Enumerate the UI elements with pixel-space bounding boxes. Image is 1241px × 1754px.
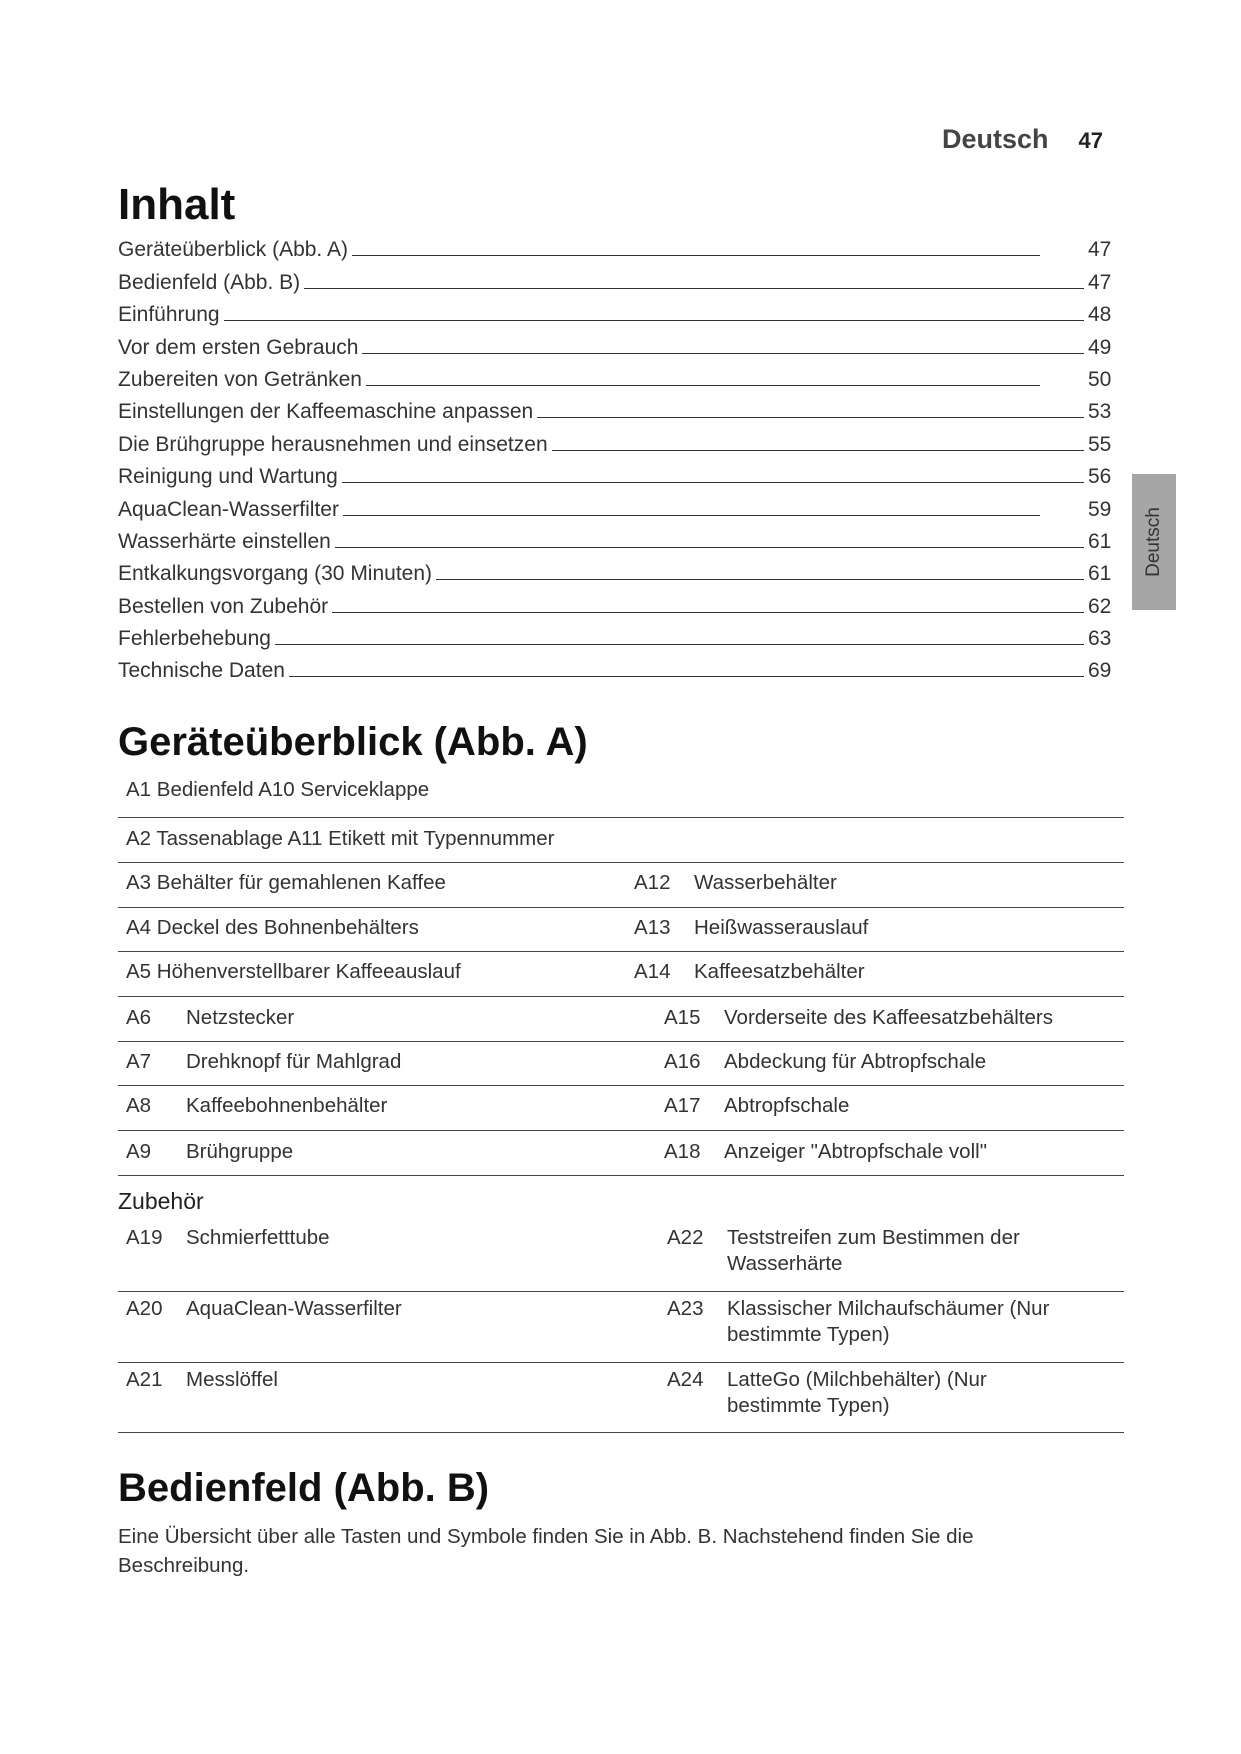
toc-entry-page: 63: [1088, 627, 1112, 651]
page-header: [942, 124, 1103, 155]
row-right-label: Abdeckung für Abtropfschale: [724, 1049, 987, 1073]
row-right-code: A13: [634, 915, 671, 939]
row-left-label: Drehknopf für Mahlgrad: [186, 1049, 402, 1073]
toc-entry[interactable]: [118, 424, 1118, 456]
toc-title: Inhalt: [118, 180, 236, 229]
toc-entry-title: Fehlerbehebung: [118, 627, 271, 651]
toc-leader: [224, 320, 1084, 321]
toc-entry[interactable]: [118, 360, 1118, 392]
toc-entry[interactable]: [118, 295, 1118, 327]
overview-table: [118, 772, 1124, 1176]
row-left-code: A21: [126, 1367, 163, 1391]
toc-entry-title: Zubereiten von Getränken: [118, 367, 362, 391]
toc-leader: [289, 676, 1084, 677]
table-row: [118, 818, 1124, 863]
toc-entry[interactable]: [118, 586, 1118, 618]
row-right-label: Heißwasserauslauf: [694, 915, 869, 939]
table-of-contents: [118, 230, 1118, 683]
row-right-code: A23: [667, 1297, 704, 1320]
toc-entry-title: Wasserhärte einstellen: [118, 529, 331, 553]
side-tab-label: Deutsch: [1143, 507, 1165, 577]
toc-entry-page: 56: [1088, 465, 1112, 489]
table-row: [118, 997, 1124, 1042]
toc-entry[interactable]: [118, 522, 1118, 554]
toc-leader: [362, 353, 1084, 354]
control-panel-text: Eine Übersicht über alle Tasten und Symbole finden Sie in Abb. B. Nachstehend finden Sie die Beschreibung.: [118, 1525, 974, 1577]
table-row: [118, 772, 1124, 818]
row-right-label: Wasserhärte: [727, 1252, 843, 1275]
row-right-code: A15: [664, 1005, 701, 1029]
toc-entry[interactable]: [118, 554, 1118, 586]
row-right-label: Anzeiger "Abtropfschale voll": [724, 1140, 987, 1163]
toc-entry-title: Entkalkungsvorgang (30 Minuten): [118, 562, 433, 586]
toc-entry-page: 48: [1088, 303, 1112, 327]
row-left-text: A5 Höhenverstellbarer Kaffeeauslauf: [126, 960, 461, 983]
toc-leader: [552, 450, 1084, 451]
toc-entry-page: 59: [1088, 497, 1112, 521]
row-left-code: A8: [126, 1094, 152, 1117]
row-right-label: LatteGo (Milchbehälter) (Nur: [727, 1367, 987, 1391]
row-left-label: Messlöffel: [186, 1367, 278, 1391]
table-row: [118, 1292, 1124, 1363]
toc-entry[interactable]: [118, 651, 1118, 683]
table-row: [118, 1131, 1124, 1176]
toc-entry[interactable]: [118, 327, 1118, 359]
row-left-text: A4 Deckel des Bohnenbehälters: [126, 915, 419, 939]
toc-entry[interactable]: [118, 262, 1118, 294]
toc-entry[interactable]: [118, 230, 1118, 262]
accessories-title: Zubehör: [118, 1188, 204, 1214]
toc-entry-page: 62: [1088, 594, 1112, 618]
table-row: [118, 1363, 1124, 1434]
row-left-label: Netzstecker: [186, 1005, 295, 1029]
toc-entry[interactable]: [118, 619, 1118, 651]
toc-entry-title: Reinigung und Wartung: [118, 465, 338, 489]
merged-row-text: A2 Tassenablage A11 Etikett mit Typennummer: [126, 827, 555, 850]
control-panel-title: Bedienfeld (Abb. B): [118, 1466, 490, 1510]
toc-entry[interactable]: [118, 489, 1118, 521]
toc-leader: [436, 579, 1084, 580]
toc-leader: [343, 515, 1040, 516]
toc-entry-title: Bedienfeld (Abb. B): [118, 270, 301, 294]
row-right-label: bestimmte Typen): [727, 1323, 890, 1346]
table-row: [118, 1222, 1124, 1292]
page-number: 47: [1078, 128, 1103, 153]
toc-entry-page: 47: [1088, 238, 1112, 262]
row-left-label: Brühgruppe: [186, 1140, 294, 1163]
row-left-code: A7: [126, 1049, 152, 1073]
row-right-code: A17: [664, 1094, 701, 1117]
merged-row-text: A1 Bedienfeld A10 Serviceklappe: [126, 778, 430, 801]
toc-entry-page: 50: [1088, 367, 1112, 391]
row-right-code: A24: [667, 1367, 704, 1391]
row-right-code: A16: [664, 1049, 701, 1073]
toc-leader: [304, 288, 1084, 289]
row-right-code: A14: [634, 960, 671, 983]
toc-entry-title: Vor dem ersten Gebrauch: [118, 335, 359, 359]
toc-entry-title: Bestellen von Zubehör: [118, 594, 329, 618]
toc-entry-title: Technische Daten: [118, 659, 285, 683]
row-right-label: Abtropfschale: [724, 1094, 850, 1117]
row-right-code: A22: [667, 1226, 704, 1249]
row-right-label: Kaffeesatzbehälter: [694, 960, 865, 983]
row-right-code: A18: [664, 1140, 701, 1163]
toc-leader: [275, 644, 1084, 645]
table-row: [118, 908, 1124, 953]
toc-entry-page: 47: [1088, 270, 1112, 294]
row-left-label: Kaffeebohnenbehälter: [186, 1094, 388, 1117]
toc-entry-page: 61: [1088, 562, 1112, 586]
row-left-code: A19: [126, 1226, 163, 1249]
toc-entry-page: 61: [1088, 529, 1112, 553]
table-row: [118, 863, 1124, 908]
toc-entry-page: 49: [1088, 335, 1112, 359]
toc-leader: [342, 482, 1084, 483]
overview-title: Geräteüberblick (Abb. A): [118, 720, 588, 764]
row-right-label: Wasserbehälter: [694, 871, 837, 894]
toc-entry-page: 69: [1088, 659, 1112, 683]
table-row: [118, 1086, 1124, 1131]
toc-entry-title: Die Brühgruppe herausnehmen und einsetzen: [118, 432, 548, 456]
table-row: [118, 952, 1124, 997]
toc-leader: [352, 255, 1040, 256]
toc-entry-title: Einführung: [118, 303, 220, 327]
row-right-label: bestimmte Typen): [727, 1393, 890, 1417]
row-right-label: Klassischer Milchaufschäumer (Nur: [727, 1297, 1050, 1320]
toc-entry-page: 53: [1088, 400, 1112, 424]
table-row: [118, 1042, 1124, 1087]
row-right-label: Teststreifen zum Bestimmen der: [727, 1226, 1020, 1249]
language-side-tab: [1132, 474, 1176, 610]
toc-entry-title: AquaClean-Wasserfilter: [118, 497, 339, 521]
toc-leader: [335, 547, 1084, 548]
toc-leader: [332, 612, 1084, 613]
row-left-label: Schmierfetttube: [186, 1226, 330, 1249]
accessories-table: [118, 1222, 1124, 1433]
toc-entry-page: 55: [1088, 432, 1112, 456]
row-left-text: A3 Behälter für gemahlenen Kaffee: [126, 871, 446, 894]
toc-entry-title: Geräteüberblick (Abb. A): [118, 238, 348, 262]
header-language: Deutsch: [941, 124, 1049, 154]
row-right-code: A12: [634, 871, 671, 894]
toc-leader: [537, 417, 1084, 418]
toc-entry[interactable]: [118, 392, 1118, 424]
toc-entry-title: Einstellungen der Kaffeemaschine anpassen: [118, 400, 534, 424]
row-left-code: A9: [126, 1140, 152, 1163]
row-left-code: A6: [126, 1005, 152, 1029]
toc-leader: [366, 385, 1040, 386]
row-left-code: A20: [126, 1297, 163, 1320]
toc-entry[interactable]: [118, 457, 1118, 489]
row-right-label: Vorderseite des Kaffeesatzbehälters: [724, 1005, 1053, 1029]
row-left-label: AquaClean-Wasserfilter: [186, 1297, 402, 1320]
